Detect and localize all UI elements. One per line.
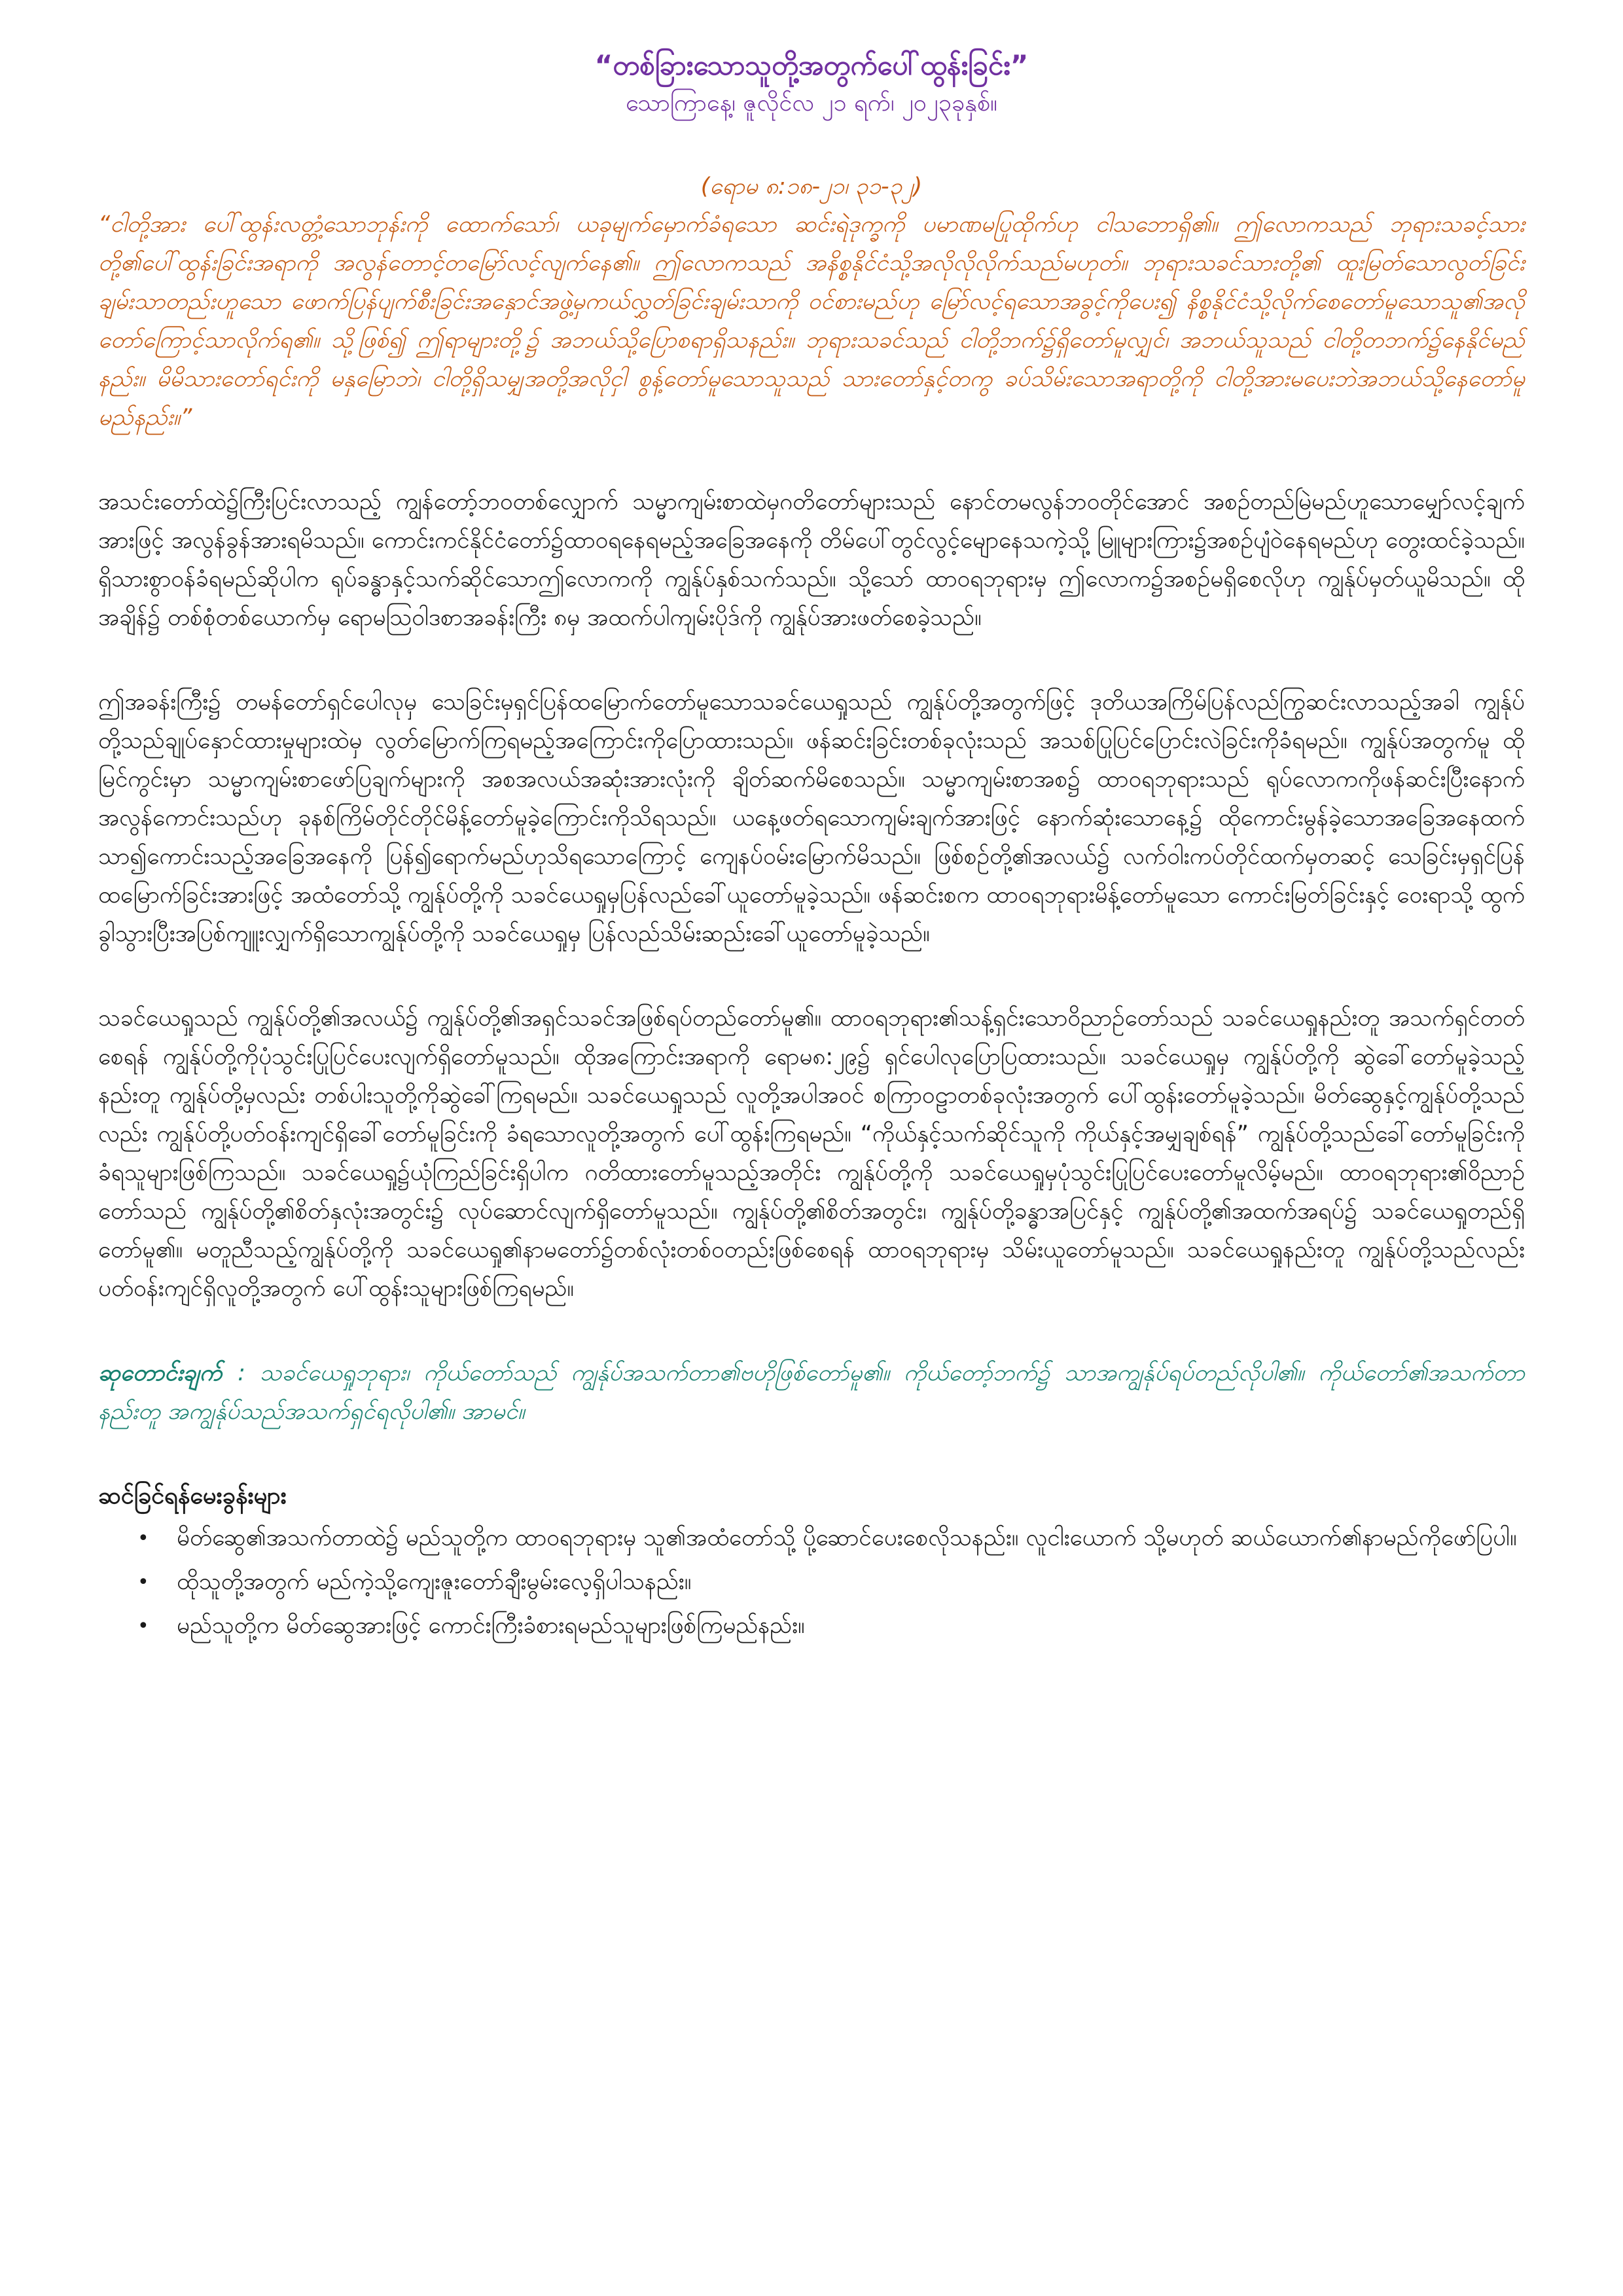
questions-list	[98, 1519, 1525, 1645]
scripture-reference: (ရောမ ၈:၁၈-၂၁၊ ၃၁-၃၂)	[700, 173, 923, 200]
bullet-icon: •	[137, 1527, 149, 1550]
bullet-icon: •	[137, 1571, 149, 1594]
prayer-label: ဆုတောင်းချက်	[98, 1360, 223, 1386]
scripture-quote: “ငါတို့အား ပေါ်ထွန်းလတ္တံ့သောဘုန်းကို ထောက်သော်၊ ယခုမျက်မှောက်ခံရသော ဆင်းရဲဒုက္ခကို ပမာဏမပြုထိုက်ဟု ငါသဘောရှိ၏။ ဤလောကသည် ဘုရားသခင့်သားတို့၏ပေါ်ထွန်းခြင်းအရာကို အလွန်တောင့်တမြော်လင့်လျက်နေ၏။ ဤလောကသည် အနိစ္စနိုင်ငံသို့အလိုလိုလိုက်သည်မဟုတ်။ ဘုရားသခင်သားတို့၏ ထူးမြတ်သောလွတ်ခြင်းချမ်းသာတည်းဟူသော ဖောက်ပြန်ပျက်စီးခြင်းအနှောင်အဖွဲ့မှကယ်လွှတ်ခြင်းချမ်းသာကို ဝင်စားမည်ဟု မြော်လင့်ရသောအခွင့်ကိုပေး၍ နိစ္စနိုင်ငံသို့လိုက်စေတော်မူသောသူ၏အလိုတော်ကြောင့်သာလိုက်ရ၏။ သို့ဖြစ်၍ ဤရာများတို့၌ အဘယ်သို့ပြောစရာရှိသနည်း။ ဘုရားသခင်သည် ငါတို့ဘက်၌ရှိတော်မူလျှင်၊ အဘယ်သူသည် ငါတို့တဘက်၌နေနိုင်မည်နည်း။ မိမိသားတော်ရင်းကို မနှမြောဘဲ၊ ငါတို့ရှိသမျှအတို့အလိုငှါ စွန့်တော်မူသောသူသည် သားတော်နှင့်တကွ ခပ်သိမ်းသောအရာတို့ကို ငါတို့အားမပေးဘဲအဘယ်သို့နေတော်မူမည်နည်း။”	[98, 211, 1525, 431]
question-text: ထိုသူတို့အတွက် မည်ကဲ့သို့ကျေးဇူးတော်ချီးမွမ်းလေ့ရှိပါသနည်း။	[177, 1569, 692, 1595]
question-text: မည်သူတို့က မိတ်ဆွေအားဖြင့် ကောင်းကြီးခံစားရမည်သူများဖြစ်ကြမည်နည်း။	[177, 1613, 805, 1639]
prayer	[98, 1354, 1525, 1431]
page-date: သောကြာနေ့၊ ဇူလိုင်လ ၂၁ ရက်၊ ၂၀၂၃ခုနှစ်။	[626, 90, 997, 117]
questions-heading: ဆင်ခြင်ရန်မေးခွန်းများ	[98, 1482, 287, 1509]
bullet-icon: •	[137, 1615, 149, 1638]
question-item	[137, 1519, 1525, 1558]
body-paragraph-3: သခင်ယေရှုသည် ကျွန်ုပ်တို့၏အလယ်၌ ကျွန်ုပ်တို့၏အရှင်သခင်အဖြစ်ရပ်တည်တော်မူ၏။ ထာဝရဘုရား၏သန့်ရှင်းသောဝိညာဉ်တော်သည် သခင်ယေရှုနည်းတူ အသက်ရှင်တတ်စေရန် ကျွန်ုပ်တို့ကိုပုံသွင်းပြုပြင်ပေးလျက်ရှိတော်မူသည်။ ထိုအကြောင်းအရာကို ရောမ၈:၂၉၌ ရှင်ပေါလုပြောပြထားသည်။ သခင်ယေရှုမှ ကျွန်ုပ်တို့ကို ဆွဲခေါ်တော်မူခဲ့သည့်နည်းတူ ကျွန်ုပ်တို့မှလည်း တစ်ပါးသူတို့ကိုဆွဲခေါ်ကြရမည်။ သခင်ယေရှုသည် လူတို့အပါအဝင် စကြာဝဠာတစ်ခုလုံးအတွက် ပေါ်ထွန်းတော်မူခဲ့သည်။ မိတ်ဆွေနှင့်ကျွန်ုပ်တို့သည်လည်း ကျွန်ုပ်တို့ပတ်ဝန်းကျင်ရှိခေါ်တော်မူခြင်းကို ခံရသောလူတို့အတွက် ပေါ်ထွန်းကြရမည်။ “ကိုယ်နှင့်သက်ဆိုင်သူကို ကိုယ်နှင့်အမျှချစ်ရန်” ကျွန်ုပ်တို့သည်ခေါ်တော်မူခြင်းကိုခံရသူများဖြစ်ကြသည်။ သခင်ယေရှု၌ယုံကြည်ခြင်းရှိပါက ဂတိထားတော်မူသည့်အတိုင်း ကျွန်ုပ်တို့ကို သခင်ယေရှုမှပုံသွင်းပြုပြင်ပေးတော်မူလိမ့်မည်။ ထာဝရဘုရား၏ဝိညာဉ်တော်သည် ကျွန်ုပ်တို့၏စိတ်နှလုံးအတွင်း၌ လုပ်ဆောင်လျက်ရှိတော်မူသည်။ ကျွန်ုပ်တို့၏စိတ်အတွင်း၊ ကျွန်ုပ်တို့ခန္ဓာအပြင်နှင့် ကျွန်ုပ်တို့၏အထက်အရပ်၌ သခင်ယေရှုတည်ရှိတော်မူ၏။ မတူညီသည့်ကျွန်ုပ်တို့ကို သခင်ယေရှု၏နာမတော်၌တစ်လုံးတစ်ဝတည်းဖြစ်စေရန် ထာဝရဘုရားမှ သိမ်းယူတော်မူသည်။ သခင်ယေရှုနည်းတူ ကျွန်ုပ်တို့သည်လည်း ပတ်ဝန်းကျင်ရှိလူတို့အတွက် ပေါ်ထွန်းသူများဖြစ်ကြရမည်။	[98, 1005, 1525, 1302]
question-item	[137, 1607, 1525, 1645]
question-text: မိတ်ဆွေ၏အသက်တာထဲ၌ မည်သူတို့က ထာဝရဘုရားမှ သူ၏အထံတော်သို့ ပို့ဆောင်ပေးစေလိုသနည်း။ လူငါးယောက် သို့မဟုတ် ဆယ်ယောက်၏နာမည်ကိုဖော်ပြပါ။	[177, 1525, 1517, 1551]
body-paragraph-1: အသင်းတော်ထဲ၌ကြီးပြင်းလာသည့် ကျွန်တော့်ဘဝတစ်လျှောက် သမ္မာကျမ်းစာထဲမှဂတိတော်များသည် နောင်တမလွန်ဘဝတိုင်အောင် အစဉ်တည်မြဲမည်ဟူသောမျှော်လင့်ချက်အားဖြင့် အလွန်ခွန်အားရမိသည်။ ကောင်းကင်နိုင်ငံတော်၌ထာဝရနေရမည့်အခြေအနေကို တိမ်ပေါ်တွင်လွင့်မျောနေသကဲ့သို့ မြူများကြား၌အစဉ်ပျံဝဲနေရမည်ဟု တွေးထင်ခဲ့သည်။ ရှိသားစွာဝန်ခံရမည်ဆိုပါက ရုပ်ခန္ဓာနှင့်သက်ဆိုင်သောဤလောကကို ကျွန်ုပ်နှစ်သက်သည်။ သို့သော် ထာဝရဘုရားမှ ဤလောက၌အစဉ်မရှိစေလိုဟု ကျွန်ုပ်မှတ်ယူမိသည်။ ထိုအချိန်၌ တစ်စုံတစ်ယောက်မှ ရောမသြဝါဒစာအခန်းကြီး ၈မှ အထက်ပါကျမ်းပိုဒ်ကို ကျွန်ုပ်အားဖတ်စေခဲ့သည်။	[98, 489, 1525, 631]
page-title: “တစ်ခြားသောသူတို့အတွက်ပေါ်ထွန်းခြင်း”	[594, 49, 1029, 81]
question-item	[137, 1563, 1525, 1602]
prayer-text: : သခင်ယေရှုဘုရား၊ ကိုယ်တော်သည် ကျွန်ုပ်အသက်တာ၏ဗဟိုဖြစ်တော်မူ၏။ ကိုယ်တော့်ဘက်၌ သာအကျွန်ုပ်ရပ်တည်လိုပါ၏။ ကိုယ်တော်၏အသက်တာနည်းတူ အကျွန်ုပ်သည်အသက်ရှင်ရလိုပါ၏။ အာမင်။	[98, 1360, 1525, 1425]
body-paragraph-2: ဤအခန်းကြီး၌ တမန်တော်ရှင်ပေါလုမှ သေခြင်းမှရှင်ပြန်ထမြောက်တော်မူသောသခင်ယေရှုသည် ကျွန်ုပ်တို့အတွက်ဖြင့် ဒုတိယအကြိမ်ပြန်လည်ကြွဆင်းလာသည့်အခါ ကျွန်ုပ်တို့သည်ချုပ်နှောင်ထားမှုများထဲမှ လွတ်မြောက်ကြရမည့်အကြောင်းကိုပြောထားသည်။ ဖန်ဆင်းခြင်းတစ်ခုလုံးသည် အသစ်ပြုပြင်ပြောင်းလဲခြင်းကိုခံရမည်။ ကျွန်ုပ်အတွက်မူ ထိုမြင်ကွင်းမှာ သမ္မာကျမ်းစာဖော်ပြချက်များကို အစအလယ်အဆုံးအားလုံးကို ချိတ်ဆက်မိစေသည်။ သမ္မာကျမ်းစာအစ၌ ထာဝရဘုရားသည် ရုပ်လောကကိုဖန်ဆင်းပြီးနောက် အလွန်ကောင်းသည်ဟု ခုနစ်ကြိမ်တိုင်တိုင်မိန့်တော်မူခဲ့ကြောင်းကိုသိရသည်။ ယနေ့ဖတ်ရသောကျမ်းချက်အားဖြင့် နောက်ဆုံးသောနေ့၌ ထိုကောင်းမွန်ခဲ့သောအခြေအနေထက်သာ၍ကောင်းသည့်အခြေအနေကို ပြန်၍ရောက်မည်ဟုသိရသောကြောင့် ကျေနပ်ဝမ်းမြောက်မိသည်။ ဖြစ်စဉ်တို့၏အလယ်၌ လက်ဝါးကပ်တိုင်ထက်မှတဆင့် သေခြင်းမှရှင်ပြန်ထမြောက်ခြင်းအားဖြင့် အထံတော်သို့ ကျွန်ုပ်တို့ကို သခင်ယေရှုမှပြန်လည်ခေါ်ယူတော်မူခဲ့သည်။ ဖန်ဆင်းစက ထာဝရဘုရားမိန့်တော်မူသော ကောင်းမြတ်ခြင်းနှင့် ဝေးရာသို့ ထွက်ခွါသွားပြီးအပြစ်ကျူးလျှက်ရှိသောကျွန်ုပ်တို့ကို သခင်ယေရှုမှ ပြန်လည်သိမ်းဆည်းခေါ်ယူတော်မူခဲ့သည်။	[98, 689, 1525, 947]
